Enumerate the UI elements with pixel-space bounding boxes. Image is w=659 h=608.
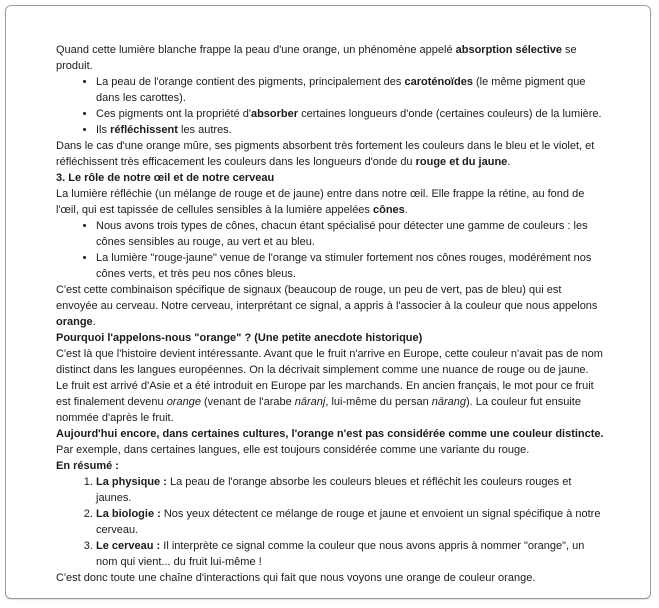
text-run: Par exemple, dans certaines langues, elle est toujours considérée comme une variante du rouge. (56, 444, 530, 456)
text-run: Pourquoi l'appelons-nous "orange" ? (Une petite anecdote historique) (56, 332, 423, 344)
text-run: , lui-même du persan (325, 396, 432, 408)
bullet-list (56, 74, 604, 138)
text-run: cônes (373, 204, 405, 216)
list-item (96, 506, 604, 538)
paragraph (56, 42, 604, 74)
document-page (5, 5, 651, 599)
text-run: réfléchissent (110, 124, 178, 136)
text-run: La peau de l'orange contient des pigments, principalement des (96, 76, 405, 88)
text-run: Il interprète ce signal comme la couleur que nous avons appris à nommer "orange", un nom qui vient... du fruit lui-même ! (96, 540, 585, 568)
text-run: Ils (96, 124, 111, 136)
paragraph (56, 138, 604, 170)
text-run: se produit. (56, 44, 577, 72)
text-run: Le cerveau : (96, 540, 161, 552)
section-heading (56, 170, 604, 186)
list-item (96, 538, 604, 570)
text-run: C'est cette combinaison spécifique de signaux (beaucoup de rouge, un peu de vert, pas de bleu) qui est envoyée au cerveau. Notre cerveau, interprétant ce signal, a appris à l'associer à la couleur que nous appelons (56, 284, 598, 312)
paragraph (56, 426, 604, 458)
section-heading (56, 330, 604, 346)
text-run: La biologie : (96, 508, 161, 520)
numbered-list (56, 474, 604, 570)
text-run: C'est là que l'histoire devient intéressante. Avant que le fruit n'arrive en Europe, cette couleur n'avait pas de nom distinct dans les langues européennes. On la décrivait simplement comme une nuance de rouge ou de jaune. (56, 348, 603, 376)
paragraph (56, 346, 604, 378)
text-run: orange (166, 396, 201, 408)
paragraph (56, 282, 604, 330)
paragraph (56, 570, 604, 586)
text-run: absorption sélective (455, 44, 562, 56)
bullet-list (56, 218, 604, 282)
text-run: nāranj (294, 396, 326, 408)
text-run: . (404, 204, 408, 216)
text-run: La peau de l'orange absorbe les couleurs bleues et réfléchit les couleurs rouges et jaunes. (96, 476, 572, 504)
text-run: 3. Le rôle de notre œil et de notre cerveau (56, 172, 275, 184)
text-run: La physique : (96, 476, 167, 488)
document-content (6, 6, 650, 586)
list-item (96, 474, 604, 506)
text-run: Aujourd'hui encore, dans certaines cultures, l'orange n'est pas considérée comme une couleur distincte. (56, 428, 604, 440)
text-run: . (92, 316, 96, 328)
text-run: (venant de l'arabe (200, 396, 295, 408)
text-run: C'est donc toute une chaîne d'interactions qui fait que nous voyons une orange de couleur orange. (56, 572, 536, 584)
text-run: Nos yeux détectent ce mélange de rouge et jaune et envoient un signal spécifique à notre cerveau. (96, 508, 601, 536)
list-item (96, 122, 604, 138)
text-run: rouge et du jaune (415, 156, 508, 168)
list-item (96, 74, 604, 106)
section-heading (56, 458, 604, 474)
text-run: orange (56, 316, 93, 328)
text-run: nārang (431, 396, 467, 408)
text-run: Nous avons trois types de cônes, chacun étant spécialisé pour détecter une gamme de couleurs : les cônes sensibles au rouge, au vert et au bleu. (96, 220, 588, 248)
text-run: Dans le cas d'une orange mûre, ses pigments absorbent très fortement les couleurs dans le bleu et le violet, et réfléchissent très efficacement les couleurs dans les longueurs d'onde du (56, 140, 595, 168)
text-run: Le fruit est arrivé d'Asie et a été introduit en Europe par les marchands. En ancien français, le mot pour ce fruit est finalement devenu (56, 380, 594, 408)
text-run: certaines longueurs d'onde (certaines couleurs) de la lumière. (298, 108, 602, 120)
paragraph (56, 186, 604, 218)
text-run: Ces pigments ont la propriété d' (96, 108, 251, 120)
text-run: En résumé : (56, 460, 119, 472)
text-run: La lumière réfléchie (un mélange de rouge et de jaune) entre dans notre œil. Elle frappe la rétine, au fond de l'œil, qui est tapissée de cellules sensibles à la lumière appelées (56, 188, 585, 216)
text-run: . (507, 156, 511, 168)
text-run: La lumière "rouge-jaune" venue de l'orange va stimuler fortement nos cônes rouges, modérément nos cônes verts, et très peu nos cônes bleus. (96, 252, 592, 280)
list-item (96, 106, 604, 122)
text-run: Quand cette lumière blanche frappe la peau d'une orange, un phénomène appelé (56, 44, 456, 56)
text-run: les autres. (177, 124, 232, 136)
paragraph (56, 378, 604, 426)
list-item (96, 250, 604, 282)
text-run: caroténoïdes (404, 76, 473, 88)
text-run: absorber (250, 108, 299, 120)
list-item (96, 218, 604, 250)
text-run: (le même pigment que dans les carottes). (96, 76, 586, 104)
text-run: ). La couleur fut ensuite nommée d'après le fruit. (56, 396, 581, 424)
